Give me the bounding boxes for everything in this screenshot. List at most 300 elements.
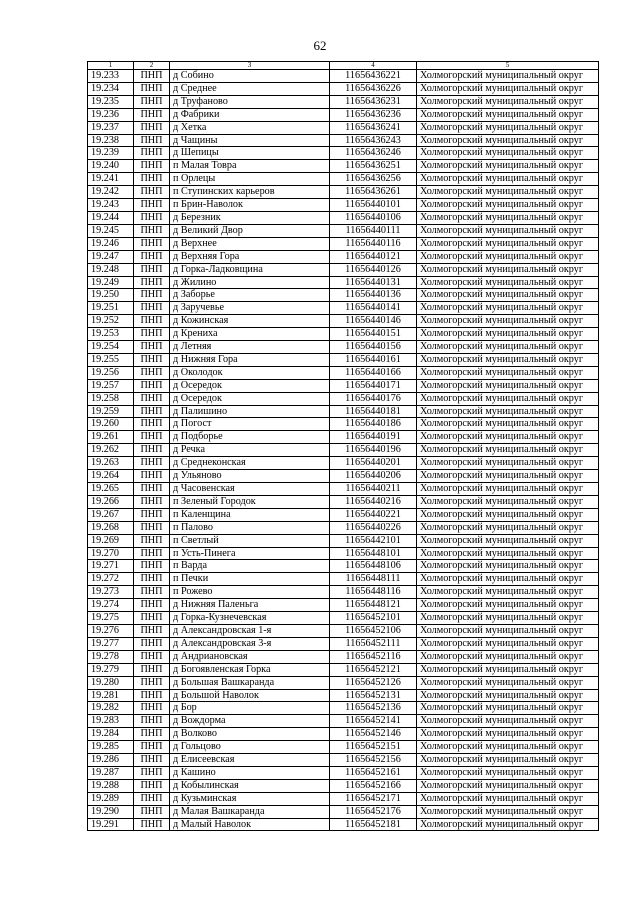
- row-number: 19.270: [88, 547, 134, 560]
- settlement-name: д Березник: [170, 211, 330, 224]
- table-row: [88, 431, 599, 444]
- settlement-name: д Кобылинская: [170, 779, 330, 792]
- row-number: 19.238: [88, 134, 134, 147]
- municipal-district: Холмогорский муниципальный округ: [417, 418, 599, 431]
- municipal-district: Холмогорский муниципальный округ: [417, 470, 599, 483]
- settlement-name: п Печки: [170, 573, 330, 586]
- municipal-district: Холмогорский муниципальный округ: [417, 560, 599, 573]
- settlement-name: д Верхнее: [170, 237, 330, 250]
- table-row: [88, 754, 599, 767]
- settlement-name: д Верхняя Гора: [170, 250, 330, 263]
- oktmo-code: 11656440136: [330, 289, 417, 302]
- table-row: [88, 160, 599, 173]
- table-row: [88, 624, 599, 637]
- settlement-type: ПНП: [134, 366, 170, 379]
- municipal-district: Холмогорский муниципальный округ: [417, 805, 599, 818]
- municipal-district: Холмогорский муниципальный округ: [417, 728, 599, 741]
- settlement-type: ПНП: [134, 147, 170, 160]
- municipal-district: Холмогорский муниципальный округ: [417, 676, 599, 689]
- oktmo-code: 11656436256: [330, 173, 417, 186]
- table-row: [88, 147, 599, 160]
- settlement-name: д Гольцово: [170, 741, 330, 754]
- settlement-type: ПНП: [134, 508, 170, 521]
- settlement-type: ПНП: [134, 70, 170, 83]
- row-number: 19.262: [88, 444, 134, 457]
- settlement-type: ПНП: [134, 250, 170, 263]
- table-body: [88, 70, 599, 831]
- municipal-district: Холмогорский муниципальный округ: [417, 108, 599, 121]
- municipal-district: Холмогорский муниципальный округ: [417, 741, 599, 754]
- table-row: [88, 302, 599, 315]
- municipal-district: Холмогорский муниципальный округ: [417, 173, 599, 186]
- settlement-type: ПНП: [134, 353, 170, 366]
- table-row: [88, 108, 599, 121]
- settlement-type: ПНП: [134, 573, 170, 586]
- municipal-district: Холмогорский муниципальный округ: [417, 715, 599, 728]
- settlement-name: д Речка: [170, 444, 330, 457]
- table-row: [88, 173, 599, 186]
- oktmo-code: 11656440156: [330, 341, 417, 354]
- settlement-type: ПНП: [134, 121, 170, 134]
- oktmo-code: 11656440201: [330, 457, 417, 470]
- row-number: 19.253: [88, 328, 134, 341]
- oktmo-code: 11656440196: [330, 444, 417, 457]
- row-number: 19.249: [88, 276, 134, 289]
- table-row: [88, 495, 599, 508]
- settlement-type: ПНП: [134, 134, 170, 147]
- settlement-type: ПНП: [134, 289, 170, 302]
- oktmo-code: 11656452136: [330, 702, 417, 715]
- oktmo-code: 11656452171: [330, 792, 417, 805]
- settlement-type: ПНП: [134, 818, 170, 831]
- table-row: [88, 250, 599, 263]
- settlement-type: ПНП: [134, 328, 170, 341]
- row-number: 19.248: [88, 263, 134, 276]
- oktmo-code: 11656440146: [330, 315, 417, 328]
- settlement-name: д Александровская 1-я: [170, 624, 330, 637]
- oktmo-code: 11656440176: [330, 392, 417, 405]
- row-number: 19.239: [88, 147, 134, 160]
- municipal-district: Холмогорский муниципальный округ: [417, 689, 599, 702]
- municipal-district: Холмогорский муниципальный округ: [417, 289, 599, 302]
- settlement-name: д Крениха: [170, 328, 330, 341]
- settlement-type: ПНП: [134, 302, 170, 315]
- settlement-type: ПНП: [134, 483, 170, 496]
- settlement-name: п Светлый: [170, 534, 330, 547]
- oktmo-code: 11656452126: [330, 676, 417, 689]
- settlement-type: ПНП: [134, 599, 170, 612]
- row-number: 19.284: [88, 728, 134, 741]
- oktmo-code: 11656440111: [330, 224, 417, 237]
- table-row: [88, 612, 599, 625]
- settlement-name: п Брин-Наволок: [170, 199, 330, 212]
- municipal-district: Холмогорский муниципальный округ: [417, 766, 599, 779]
- column-header: 5: [417, 62, 599, 70]
- settlement-type: ПНП: [134, 792, 170, 805]
- row-number: 19.278: [88, 650, 134, 663]
- row-number: 19.273: [88, 586, 134, 599]
- oktmo-code: 11656436261: [330, 186, 417, 199]
- row-number: 19.279: [88, 663, 134, 676]
- row-number: 19.258: [88, 392, 134, 405]
- oktmo-code: 11656440191: [330, 431, 417, 444]
- municipal-district: Холмогорский муниципальный округ: [417, 534, 599, 547]
- settlement-name: д Хетка: [170, 121, 330, 134]
- settlement-name: д Кузьминская: [170, 792, 330, 805]
- row-number: 19.251: [88, 302, 134, 315]
- settlement-name: д Нижняя Паленьга: [170, 599, 330, 612]
- table-row: [88, 263, 599, 276]
- settlement-type: ПНП: [134, 534, 170, 547]
- row-number: 19.241: [88, 173, 134, 186]
- table-row: [88, 483, 599, 496]
- municipal-district: Холмогорский муниципальный округ: [417, 211, 599, 224]
- settlement-type: ПНП: [134, 276, 170, 289]
- page-number: 62: [313, 38, 327, 53]
- settlement-type: ПНП: [134, 186, 170, 199]
- municipal-district: Холмогорский муниципальный округ: [417, 379, 599, 392]
- settlement-name: п Каленщина: [170, 508, 330, 521]
- table-row: [88, 715, 599, 728]
- table-row: [88, 508, 599, 521]
- municipal-district: Холмогорский муниципальный округ: [417, 199, 599, 212]
- settlement-name: п Варда: [170, 560, 330, 573]
- settlement-type: ПНП: [134, 263, 170, 276]
- municipal-district: Холмогорский муниципальный округ: [417, 444, 599, 457]
- municipal-district: Холмогорский муниципальный округ: [417, 82, 599, 95]
- settlements-table: [87, 61, 599, 831]
- oktmo-code: 11656452131: [330, 689, 417, 702]
- settlement-name: п Ступинских карьеров: [170, 186, 330, 199]
- municipal-district: Холмогорский муниципальный округ: [417, 224, 599, 237]
- municipal-district: Холмогорский муниципальный округ: [417, 431, 599, 444]
- table-row: [88, 353, 599, 366]
- municipal-district: Холмогорский муниципальный округ: [417, 95, 599, 108]
- oktmo-code: 11656440206: [330, 470, 417, 483]
- table-row: [88, 728, 599, 741]
- settlement-type: ПНП: [134, 728, 170, 741]
- table-row: [88, 792, 599, 805]
- table-row: [88, 663, 599, 676]
- settlement-type: ПНП: [134, 676, 170, 689]
- table-row: [88, 689, 599, 702]
- settlement-type: ПНП: [134, 341, 170, 354]
- settlement-name: д Бор: [170, 702, 330, 715]
- row-number: 19.286: [88, 754, 134, 767]
- oktmo-code: 11656452151: [330, 741, 417, 754]
- table-row: [88, 289, 599, 302]
- oktmo-code: 11656452106: [330, 624, 417, 637]
- settlement-name: п Рожево: [170, 586, 330, 599]
- column-header: 1: [88, 62, 134, 70]
- settlement-type: ПНП: [134, 779, 170, 792]
- settlement-name: д Большая Вашкаранда: [170, 676, 330, 689]
- table-row: [88, 521, 599, 534]
- settlement-type: ПНП: [134, 754, 170, 767]
- row-number: 19.235: [88, 95, 134, 108]
- municipal-district: Холмогорский муниципальный округ: [417, 366, 599, 379]
- municipal-district: Холмогорский муниципальный округ: [417, 263, 599, 276]
- municipal-district: Холмогорский муниципальный округ: [417, 779, 599, 792]
- row-number: 19.263: [88, 457, 134, 470]
- settlement-name: д Богоявленская Горка: [170, 663, 330, 676]
- municipal-district: Холмогорский муниципальный округ: [417, 328, 599, 341]
- table-row: [88, 470, 599, 483]
- settlement-name: д Нижняя Гора: [170, 353, 330, 366]
- table-row: [88, 186, 599, 199]
- municipal-district: Холмогорский муниципальный округ: [417, 586, 599, 599]
- table-row: [88, 121, 599, 134]
- settlement-name: д Заручевье: [170, 302, 330, 315]
- settlement-type: ПНП: [134, 689, 170, 702]
- table-row: [88, 379, 599, 392]
- settlement-name: д Волково: [170, 728, 330, 741]
- municipal-district: Холмогорский муниципальный округ: [417, 612, 599, 625]
- municipal-district: Холмогорский муниципальный округ: [417, 121, 599, 134]
- settlement-type: ПНП: [134, 457, 170, 470]
- row-number: 19.277: [88, 637, 134, 650]
- row-number: 19.234: [88, 82, 134, 95]
- settlement-type: ПНП: [134, 560, 170, 573]
- oktmo-code: 11656436243: [330, 134, 417, 147]
- municipal-district: Холмогорский муниципальный округ: [417, 341, 599, 354]
- oktmo-code: 11656440181: [330, 405, 417, 418]
- settlement-name: д Собино: [170, 70, 330, 83]
- settlement-name: д Осередок: [170, 392, 330, 405]
- row-number: 19.266: [88, 495, 134, 508]
- municipal-district: Холмогорский муниципальный округ: [417, 315, 599, 328]
- settlement-type: ПНП: [134, 495, 170, 508]
- settlement-name: д Вождорма: [170, 715, 330, 728]
- oktmo-code: 11656440131: [330, 276, 417, 289]
- table-row: [88, 224, 599, 237]
- municipal-district: Холмогорский муниципальный округ: [417, 134, 599, 147]
- row-number: 19.291: [88, 818, 134, 831]
- row-number: 19.275: [88, 612, 134, 625]
- row-number: 19.250: [88, 289, 134, 302]
- table-row: [88, 573, 599, 586]
- municipal-district: Холмогорский муниципальный округ: [417, 392, 599, 405]
- column-header: 3: [170, 62, 330, 70]
- row-number: 19.282: [88, 702, 134, 715]
- row-number: 19.288: [88, 779, 134, 792]
- oktmo-code: 11656436246: [330, 147, 417, 160]
- oktmo-code: 11656436226: [330, 82, 417, 95]
- municipal-district: Холмогорский муниципальный округ: [417, 186, 599, 199]
- row-number: 19.244: [88, 211, 134, 224]
- settlement-name: п Палово: [170, 521, 330, 534]
- row-number: 19.257: [88, 379, 134, 392]
- oktmo-code: 11656436231: [330, 95, 417, 108]
- municipal-district: Холмогорский муниципальный округ: [417, 547, 599, 560]
- settlement-type: ПНП: [134, 624, 170, 637]
- oktmo-code: 11656440121: [330, 250, 417, 263]
- municipal-district: Холмогорский муниципальный округ: [417, 495, 599, 508]
- settlement-name: д Осередок: [170, 379, 330, 392]
- oktmo-code: 11656452111: [330, 637, 417, 650]
- row-number: 19.259: [88, 405, 134, 418]
- column-number-row: [88, 62, 599, 70]
- table-row: [88, 95, 599, 108]
- settlement-name: д Среднеконская: [170, 457, 330, 470]
- table-row: [88, 134, 599, 147]
- table-row: [88, 766, 599, 779]
- settlement-type: ПНП: [134, 108, 170, 121]
- oktmo-code: 11656440151: [330, 328, 417, 341]
- settlement-type: ПНП: [134, 702, 170, 715]
- municipal-district: Холмогорский муниципальный округ: [417, 624, 599, 637]
- settlement-name: д Горка-Ладковщина: [170, 263, 330, 276]
- settlement-type: ПНП: [134, 715, 170, 728]
- settlement-type: ПНП: [134, 405, 170, 418]
- row-number: 19.254: [88, 341, 134, 354]
- municipal-district: Холмогорский муниципальный округ: [417, 353, 599, 366]
- oktmo-code: 11656452176: [330, 805, 417, 818]
- settlement-type: ПНП: [134, 173, 170, 186]
- oktmo-code: 11656452116: [330, 650, 417, 663]
- settlement-name: д Горка-Кузнечевская: [170, 612, 330, 625]
- municipal-district: Холмогорский муниципальный округ: [417, 637, 599, 650]
- row-number: 19.280: [88, 676, 134, 689]
- municipal-district: Холмогорский муниципальный округ: [417, 302, 599, 315]
- municipal-district: Холмогорский муниципальный округ: [417, 599, 599, 612]
- settlement-type: ПНП: [134, 663, 170, 676]
- oktmo-code: 11656452101: [330, 612, 417, 625]
- municipal-district: Холмогорский муниципальный округ: [417, 237, 599, 250]
- row-number: 19.243: [88, 199, 134, 212]
- oktmo-code: 11656440221: [330, 508, 417, 521]
- oktmo-code: 11656452181: [330, 818, 417, 831]
- settlement-type: ПНП: [134, 199, 170, 212]
- settlement-type: ПНП: [134, 237, 170, 250]
- table-row: [88, 818, 599, 831]
- table-row: [88, 199, 599, 212]
- settlement-name: д Александровская 3-я: [170, 637, 330, 650]
- column-header: 2: [134, 62, 170, 70]
- oktmo-code: 11656440106: [330, 211, 417, 224]
- row-number: 19.236: [88, 108, 134, 121]
- municipal-district: Холмогорский муниципальный округ: [417, 457, 599, 470]
- settlement-name: д Погост: [170, 418, 330, 431]
- settlement-name: д Елисеевская: [170, 754, 330, 767]
- table-row: [88, 328, 599, 341]
- settlement-type: ПНП: [134, 586, 170, 599]
- municipal-district: Холмогорский муниципальный округ: [417, 70, 599, 83]
- oktmo-code: 11656440211: [330, 483, 417, 496]
- settlement-name: п Зеленый Городок: [170, 495, 330, 508]
- table-row: [88, 237, 599, 250]
- municipal-district: Холмогорский муниципальный округ: [417, 702, 599, 715]
- settlement-type: ПНП: [134, 224, 170, 237]
- settlement-type: ПНП: [134, 211, 170, 224]
- settlement-name: д Великий Двор: [170, 224, 330, 237]
- settlement-name: п Орлецы: [170, 173, 330, 186]
- settlement-type: ПНП: [134, 392, 170, 405]
- municipal-district: Холмогорский муниципальный округ: [417, 250, 599, 263]
- municipal-district: Холмогорский муниципальный округ: [417, 521, 599, 534]
- municipal-district: Холмогорский муниципальный округ: [417, 405, 599, 418]
- municipal-district: Холмогорский муниципальный округ: [417, 754, 599, 767]
- settlement-name: д Большой Наволок: [170, 689, 330, 702]
- table-row: [88, 741, 599, 754]
- row-number: 19.274: [88, 599, 134, 612]
- settlement-type: ПНП: [134, 418, 170, 431]
- table-row: [88, 315, 599, 328]
- oktmo-code: 11656452156: [330, 754, 417, 767]
- settlement-type: ПНП: [134, 315, 170, 328]
- row-number: 19.289: [88, 792, 134, 805]
- table-row: [88, 805, 599, 818]
- settlement-type: ПНП: [134, 805, 170, 818]
- row-number: 19.281: [88, 689, 134, 702]
- municipal-district: Холмогорский муниципальный округ: [417, 147, 599, 160]
- municipal-district: Холмогорский муниципальный округ: [417, 508, 599, 521]
- table-row: [88, 560, 599, 573]
- oktmo-code: 11656452121: [330, 663, 417, 676]
- oktmo-code: 11656448101: [330, 547, 417, 560]
- table-row: [88, 534, 599, 547]
- oktmo-code: 11656452141: [330, 715, 417, 728]
- oktmo-code: 11656436236: [330, 108, 417, 121]
- municipal-district: Холмогорский муниципальный округ: [417, 792, 599, 805]
- table-row: [88, 341, 599, 354]
- settlement-type: ПНП: [134, 650, 170, 663]
- settlement-type: ПНП: [134, 547, 170, 560]
- settlement-type: ПНП: [134, 637, 170, 650]
- settlement-name: д Заборье: [170, 289, 330, 302]
- row-number: 19.252: [88, 315, 134, 328]
- settlement-name: д Палишино: [170, 405, 330, 418]
- row-number: 19.272: [88, 573, 134, 586]
- settlement-name: д Летняя: [170, 341, 330, 354]
- row-number: 19.271: [88, 560, 134, 573]
- municipal-district: Холмогорский муниципальный округ: [417, 160, 599, 173]
- oktmo-code: 11656448106: [330, 560, 417, 573]
- row-number: 19.240: [88, 160, 134, 173]
- row-number: 19.260: [88, 418, 134, 431]
- table-row: [88, 779, 599, 792]
- table-row: [88, 702, 599, 715]
- settlement-name: д Околодок: [170, 366, 330, 379]
- table-row: [88, 586, 599, 599]
- oktmo-code: 11656452166: [330, 779, 417, 792]
- settlement-type: ПНП: [134, 82, 170, 95]
- settlement-name: д Часовенская: [170, 483, 330, 496]
- row-number: 19.287: [88, 766, 134, 779]
- oktmo-code: 11656436221: [330, 70, 417, 83]
- oktmo-code: 11656448116: [330, 586, 417, 599]
- settlement-name: д Жилино: [170, 276, 330, 289]
- oktmo-code: 11656440171: [330, 379, 417, 392]
- oktmo-code: 11656452146: [330, 728, 417, 741]
- municipal-district: Холмогорский муниципальный округ: [417, 818, 599, 831]
- settlement-name: д Труфаново: [170, 95, 330, 108]
- settlement-name: п Малая Товра: [170, 160, 330, 173]
- settlement-name: д Чащины: [170, 134, 330, 147]
- settlement-name: д Андриановская: [170, 650, 330, 663]
- municipal-district: Холмогорский муниципальный округ: [417, 483, 599, 496]
- row-number: 19.269: [88, 534, 134, 547]
- table-row: [88, 650, 599, 663]
- table-row: [88, 547, 599, 560]
- row-number: 19.290: [88, 805, 134, 818]
- oktmo-code: 11656448111: [330, 573, 417, 586]
- table-row: [88, 457, 599, 470]
- settlement-name: п Усть-Пинега: [170, 547, 330, 560]
- oktmo-code: 11656440126: [330, 263, 417, 276]
- row-number: 19.264: [88, 470, 134, 483]
- settlement-name: д Кожинская: [170, 315, 330, 328]
